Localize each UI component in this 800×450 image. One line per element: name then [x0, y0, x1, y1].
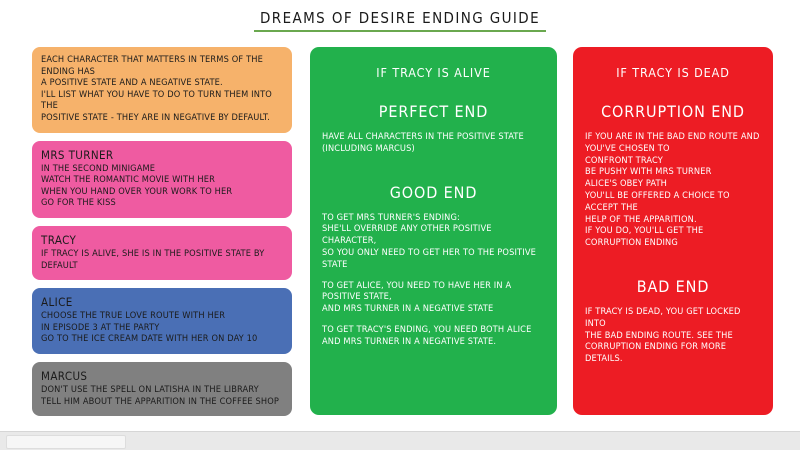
corruption-end-line: CONFRONT TRACY [585, 154, 663, 166]
bad-end-line: CORRUPTION ENDING FOR MORE DETAILS. [585, 341, 727, 365]
mrs-turner-card-title: MRS TURNER [41, 147, 114, 162]
good-end-line: AND MRS TURNER IN A NEGATIVE STATE. [322, 335, 497, 347]
alice-card [32, 288, 292, 354]
good-end-line: TO GET MRS TURNER'S ENDING: [322, 211, 460, 223]
corruption-end-line: BE PUSHY WITH MRS TURNER [585, 166, 712, 178]
corruption-end-line: IF YOU ARE IN THE BAD END ROUTE AND [585, 131, 760, 142]
tracy-alive-panel [310, 47, 557, 415]
perfect-end-line: HAVE ALL CHARACTERS IN THE POSITIVE STATE [322, 131, 524, 142]
marcus-card [32, 362, 292, 416]
intro-card-line: I'LL LIST WHAT YOU HAVE TO DO TO TURN THEM INTO THE [41, 88, 272, 112]
tracy-card [32, 226, 292, 280]
tracy-dead-heading: IF TRACY IS DEAD [616, 65, 730, 80]
good-end-gap [322, 315, 545, 324]
alice-card-title: ALICE [41, 295, 73, 310]
mrs-turner-card-line: IN THE SECOND MINIGAME [41, 162, 156, 174]
bad-end-line: IF TRACY IS DEAD, YOU GET LOCKED INTO [585, 305, 741, 329]
page-title-wrap [0, 8, 800, 32]
marcus-card-line: TELL HIM ABOUT THE APPARITION IN THE COFFEE SHOP [41, 395, 280, 407]
good-end-line: SHE'LL OVERRIDE ANY OTHER POSITIVE CHARACTER, [322, 223, 492, 247]
corruption-end-line: YOU'VE CHOSEN TO [585, 142, 670, 154]
tracy-dead-panel [573, 47, 773, 415]
corruption-end-line: YOU'LL BE OFFERED A CHOICE TO ACCEPT THE [585, 189, 730, 213]
alice-card-line: IN EPISODE 3 AT THE PARTY [41, 321, 160, 333]
mrs-turner-card-line: GO FOR THE KISS [41, 197, 116, 209]
good-end-heading: GOOD END [389, 182, 478, 202]
page-title: DREAMS OF DESIRE ENDING GUIDE [254, 9, 546, 32]
marcus-card-line: DON'T USE THE SPELL ON LATISHA IN THE LIBRARY [41, 383, 259, 395]
mrs-turner-card-line: WHEN YOU HAND OVER YOUR WORK TO HER [41, 185, 233, 197]
marcus-card-title: MARCUS [41, 368, 88, 383]
tracy-alive-heading: IF TRACY IS ALIVE [376, 65, 491, 80]
mrs-turner-card-line: WATCH THE ROMANTIC MOVIE WITH HER [41, 174, 215, 186]
good-end-line: AND MRS TURNER IN A NEGATIVE STATE [322, 303, 494, 315]
good-end-line: SO YOU ONLY NEED TO GET HER TO THE POSITIVE STATE [322, 246, 537, 270]
perfect-end-line: (INCLUDING MARCUS) [322, 142, 415, 154]
intro-card-line: EACH CHARACTER THAT MATTERS IN TERMS OF THE ENDING HAS [41, 54, 264, 77]
tracy-card-title: TRACY [41, 232, 77, 247]
characters-column [32, 47, 292, 424]
tracy-card-line: IF TRACY IS ALIVE, SHE IS IN THE POSITIVE STATE BY DEFAULT [41, 247, 265, 271]
bad-end-heading: BAD END [636, 276, 710, 296]
corruption-end-line: ALICE'S OBEY PATH [585, 178, 668, 190]
alice-card-line: CHOOSE THE TRUE LOVE ROUTE WITH HER [41, 310, 226, 322]
good-end-line: TO GET TRACY'S ENDING, YOU NEED BOTH ALICE [322, 323, 532, 335]
corruption-end-heading: CORRUPTION END [601, 102, 745, 121]
bad-end-line: THE BAD ENDING ROUTE. SEE THE [585, 329, 733, 341]
corruption-end-line: IF YOU DO, YOU'LL GET THE CORRUPTION ENDING [585, 225, 704, 249]
intro-card-line: POSITIVE STATE - THEY ARE IN NEGATIVE BY DEFAULT. [41, 111, 270, 123]
intro-card-line: A POSITIVE STATE AND A NEGATIVE STATE. [41, 77, 223, 89]
taskbar-tab[interactable] [6, 435, 126, 449]
alice-card-line: GO TO THE ICE CREAM DATE WITH HER ON DAY 10 [41, 333, 258, 345]
intro-card [32, 47, 292, 133]
mrs-turner-card [32, 141, 292, 218]
taskbar-strip [0, 431, 800, 450]
good-end-gap [322, 271, 545, 280]
perfect-end-heading: PERFECT END [378, 102, 489, 121]
corruption-end-line: HELP OF THE APPARITION. [585, 213, 697, 225]
good-end-line: TO GET ALICE, YOU NEED TO HAVE HER IN A POSITIVE STATE, [322, 279, 512, 303]
